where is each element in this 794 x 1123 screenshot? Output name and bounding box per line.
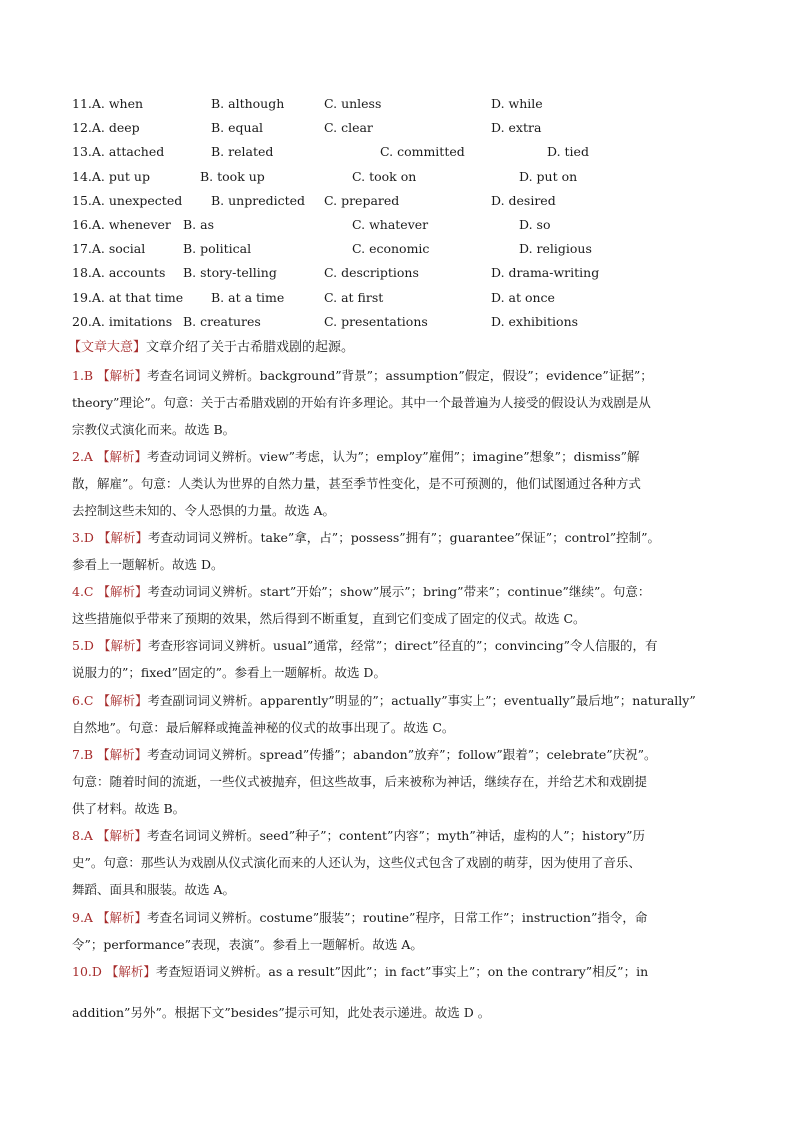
analysis-tag: 【解析】 (97, 693, 148, 708)
option-label: 18.A. accounts (72, 265, 166, 281)
explanation-line (72, 768, 732, 795)
explanation-line (72, 822, 732, 849)
analysis-tag: 【解析】 (96, 910, 147, 925)
explanation-text: 散，解雇”。句意：人类认为世界的自然力量，甚至季节性变化，是不可预测的，他们试图通过各种方式 (72, 476, 641, 491)
explanation-line (72, 605, 732, 632)
explanation-text: 宗教仪式演化而来。故选 B。 (72, 422, 236, 437)
explanation-item (72, 443, 732, 524)
explanation-line (72, 524, 732, 551)
option-label: 17.A. social (72, 241, 146, 257)
explanation-line (72, 389, 732, 416)
explanation-line (72, 470, 732, 497)
explanation-text: 这些措施似乎带来了预期的效果，然后得到不断重复，直到它们变成了固定的仪式。故选 C。 (72, 611, 586, 626)
explanation-text: 考查名词词义辨析。seed”种子”；content”内容”；myth”神话，虚构的人”；history”历 (146, 828, 646, 843)
option-d: D. tied (547, 144, 589, 160)
answer-number: 1.B (72, 368, 94, 383)
option-d: D. put on (519, 168, 578, 184)
explanation-text: 考查动词词义辨析。spread”传播”；abandon”放弃”；follow”跟着”；celebrate”庆祝”。 (147, 747, 657, 762)
option-d: D. drama-writing (491, 265, 600, 281)
analysis-tag: 【解析】 (97, 638, 148, 653)
option-b: B. story-telling (183, 265, 277, 281)
answer-number: 5.D (72, 638, 94, 653)
explanation-line (72, 551, 732, 578)
explanation-text: 考查动词词义辨析。start”开始”；show”展示”；bring”带来”；continue”继续”。句意： (147, 584, 651, 599)
summary-tag: 【文章大意】 (68, 340, 147, 355)
explanation-line (72, 999, 732, 1026)
explanation-text: 舞蹈、面具和服装。故选 A。 (72, 882, 236, 897)
explanation-item (72, 362, 732, 443)
explanation-line (72, 714, 732, 741)
explanation-text: 考查名词词义辨析。costume”服装”；routine”程序，日常工作”；instruction”指令，命 (146, 910, 648, 925)
option-c: C. took on (352, 168, 417, 184)
option-label: 20.A. imitations (72, 313, 173, 329)
explanation-item (72, 741, 732, 822)
option-d: D. at once (491, 289, 555, 305)
explanation-text: 令”；performance”表现，表演”。参看上一题解析。故选 A。 (72, 937, 423, 952)
option-c: C. whatever (352, 217, 429, 232)
explanation-item (72, 524, 732, 578)
explanation-text: 去控制这些未知的、令人恐惧的力量。故选 A。 (72, 503, 336, 518)
explanation-text: 考查动词词义辨析。view”考虑，认为”；employ”雇佣”；imagine”想象”；dismiss”解 (146, 449, 640, 464)
explanation-text: 考查短语词义辨析。as a result”因此”；in fact”事实上”；on the contrary”相反”；in (155, 964, 649, 979)
option-c: C. descriptions (324, 265, 419, 281)
option-b: B. equal (211, 120, 264, 136)
option-c: C. unless (324, 96, 382, 111)
answer-number: 3.D (72, 530, 94, 545)
option-d: D. extra (491, 120, 542, 136)
explanation-line (72, 632, 732, 659)
explanation-line (72, 931, 732, 958)
explanation-item (72, 822, 732, 903)
explanation-text: addition”另外”。根据下文”besides”提示可知，此处表示递进。故选 D 。 (72, 1005, 491, 1020)
answer-number: 6.C (72, 693, 94, 708)
explanation-item (72, 958, 732, 1026)
explanation-line (72, 904, 732, 931)
explanation-line (72, 362, 732, 389)
option-b: B. creatures (183, 313, 261, 329)
analysis-tag: 【解析】 (97, 530, 148, 545)
answer-number: 2.A (72, 449, 93, 464)
option-label: 13.A. attached (72, 144, 165, 160)
option-c: C. prepared (324, 192, 400, 208)
explanation-text: 句意：随着时间的流逝，一些仪式被抛弃，但这些故事，后来被称为神话，继续存在，并给艺术和戏剧提 (72, 774, 648, 789)
explanation-text: 史”。句意：那些认为戏剧从仪式演化而来的人还认为，这些仪式包含了戏剧的萌芽，因为使用了音乐、 (72, 855, 641, 870)
analysis-tag: 【解析】 (96, 828, 147, 843)
option-c: C. clear (324, 120, 373, 136)
option-label: 19.A. at that time (72, 289, 184, 305)
answer-number: 4.C (72, 584, 94, 599)
explanation-line (72, 741, 732, 768)
explanation-line (72, 958, 732, 985)
answer-number: 7.B (72, 747, 94, 762)
explanation-line (72, 497, 732, 524)
option-label: 16.A. whenever (72, 217, 171, 232)
option-label: 15.A. unexpected (72, 192, 183, 208)
answer-number: 8.A (72, 828, 93, 843)
explanation-text: 考查名词词义辨析。background”背景”；assumption”假定，假设”；evidence”证据”； (147, 368, 653, 383)
explanation-text: 考查形容词词义辨析。usual”通常，经常”；direct”径直的”；convincing”令人信服的，有 (147, 638, 658, 653)
answer-number: 10.D (72, 964, 102, 979)
answer-number: 9.A (72, 910, 93, 925)
option-d: D. while (491, 96, 543, 111)
analysis-tag: 【解析】 (97, 584, 148, 599)
option-b: B. political (183, 241, 252, 257)
option-d: D. exhibitions (491, 313, 579, 329)
option-c: C. economic (352, 241, 430, 257)
explanation-text: theory”理论”。句意：关于古希腊戏剧的开始有许多理论。其中一个最普遍为人接受的假设认为戏剧是从 (72, 395, 651, 410)
option-b: B. took up (200, 168, 265, 184)
explanation-text: 考查副词词义辨析。apparently”明显的”；actually”事实上”；eventually”最后地”；naturally” (147, 693, 696, 708)
analysis-tag: 【解析】 (97, 747, 148, 762)
option-b: B. at a time (211, 289, 285, 305)
option-b: B. related (211, 144, 274, 160)
analysis-tag: 【解析】 (96, 449, 147, 464)
explanation-text: 供了材料。故选 B。 (72, 801, 186, 816)
option-b: B. as (183, 217, 214, 232)
explanation-line (72, 849, 732, 876)
explanation-line (72, 659, 732, 686)
option-c: C. presentations (324, 313, 428, 329)
explanation-item (72, 904, 732, 958)
analysis-tag: 【解析】 (97, 368, 148, 383)
explanation-text: 考查动词词义辨析。take”拿，占”；possess”拥有”；guarantee”保证”；control”控制”。 (147, 530, 661, 545)
analysis-tag: 【解析】 (105, 964, 156, 979)
article-summary (68, 338, 354, 358)
option-b: B. although (211, 96, 285, 111)
explanation-item (72, 578, 732, 632)
explanation-text: 说服力的”；fixed”固定的”。参看上一题解析。故选 D。 (72, 665, 386, 680)
option-label: 12.A. deep (72, 120, 140, 136)
explanation-text: 参看上一题解析。故选 D。 (72, 557, 224, 572)
option-d: D. religious (519, 241, 592, 257)
option-b: B. unpredicted (211, 192, 306, 208)
explanation-line (72, 443, 732, 470)
explanation-line (72, 578, 732, 605)
explanation-line (72, 687, 732, 714)
option-d: D. desired (491, 192, 556, 208)
explanation-line (72, 416, 732, 443)
option-label: 11.A. when (72, 96, 144, 111)
explanation-line (72, 795, 732, 822)
summary-text: 文章介绍了关于古希腊戏剧的起源。 (146, 340, 355, 355)
explanation-line (72, 876, 732, 903)
explanation-text: 自然地”。句意：最后解释或掩盖神秘的仪式的故事出现了。故选 C。 (72, 720, 455, 735)
option-c: C. committed (380, 144, 465, 160)
option-c: C. at first (324, 289, 384, 305)
explanation-item (72, 632, 732, 686)
explanation-item (72, 687, 732, 741)
option-label: 14.A. put up (72, 168, 150, 184)
option-d: D. so (519, 217, 551, 232)
